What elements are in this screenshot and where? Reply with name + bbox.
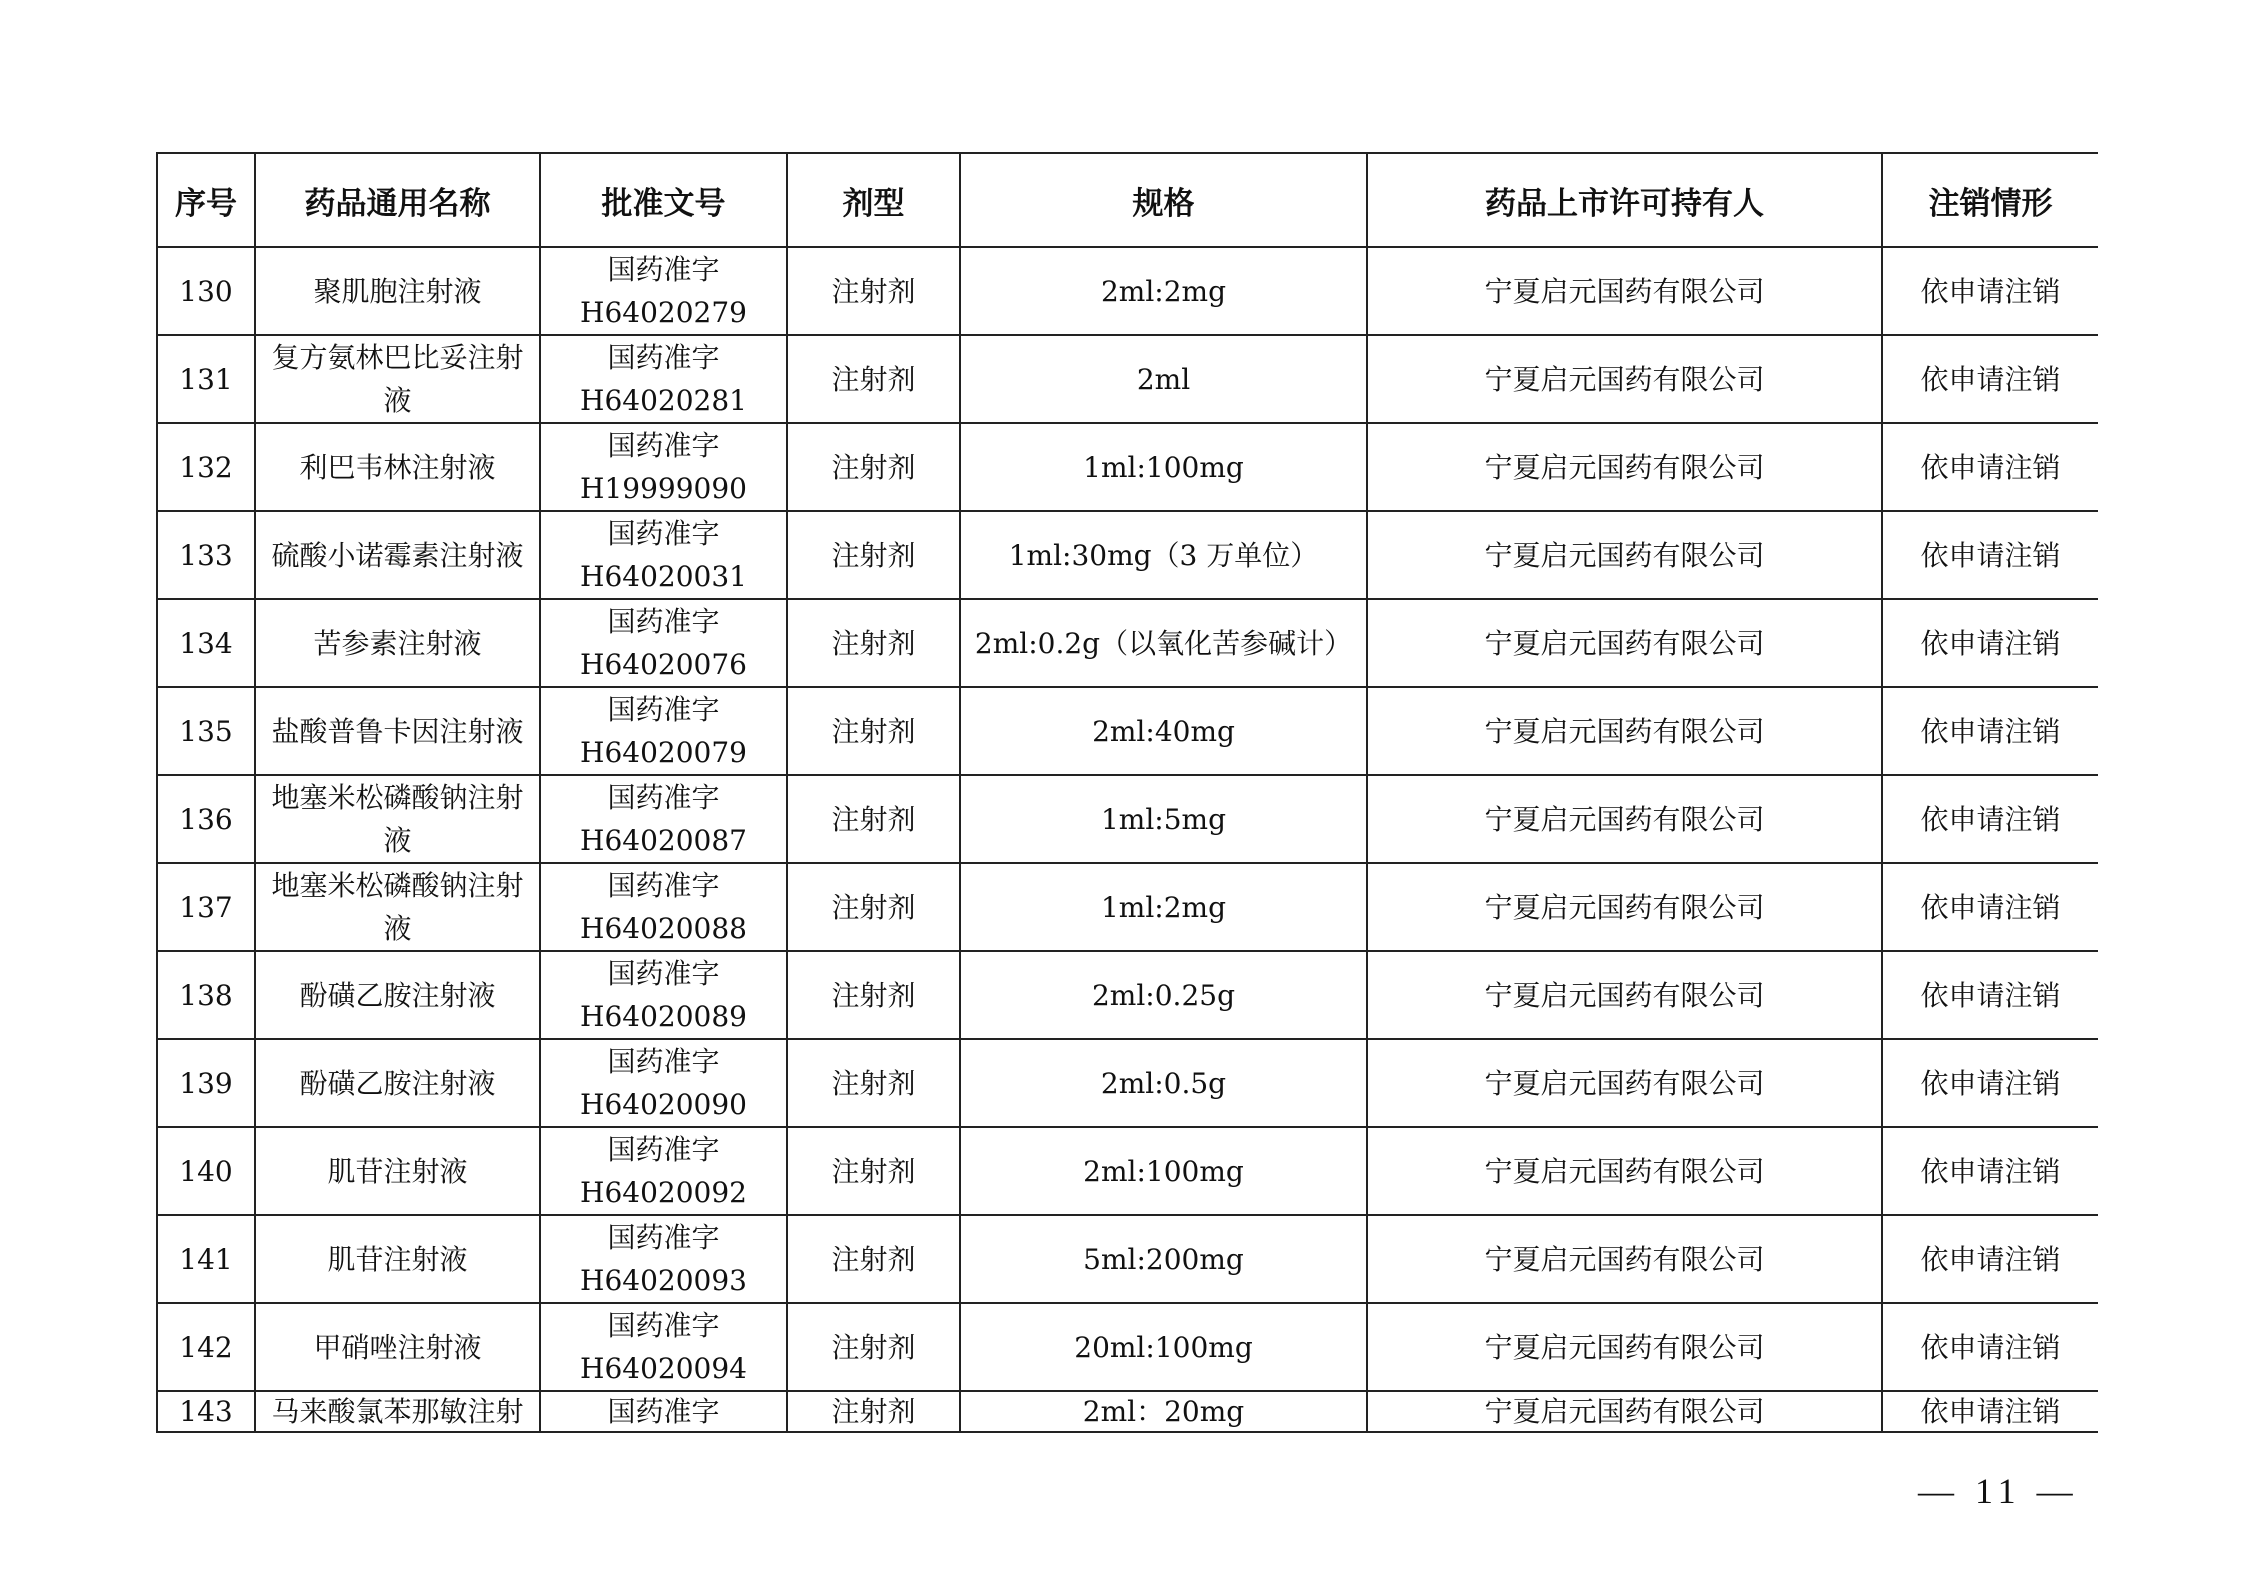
- drug-name-cell: 肌苷注射液: [255, 1215, 540, 1303]
- approval-code: H64020088: [580, 912, 747, 945]
- approval-number-cell: [540, 687, 787, 775]
- dosage-form-cell: 注射剂: [787, 247, 960, 335]
- dosage-form-cell: 注射剂: [787, 335, 960, 423]
- specification-cell: 5ml:200mg: [960, 1215, 1367, 1303]
- approval-prefix: 国药准字: [607, 517, 720, 550]
- table-row: [157, 687, 2098, 775]
- serial-cell: 136: [157, 775, 255, 863]
- drug-name-cell: 马来酸氯苯那敏注射: [255, 1391, 540, 1433]
- serial-cell: 134: [157, 599, 255, 687]
- drug-cancellation-table: [156, 152, 2098, 1433]
- specification-cell: 2ml:0.2g（以氧化苦参碱计）: [960, 599, 1367, 687]
- approval-number-cell: [540, 775, 787, 863]
- cancellation-status-cell: 依申请注销: [1882, 1127, 2098, 1215]
- cancellation-status-cell: 依申请注销: [1882, 511, 2098, 599]
- specification-cell: 1ml:100mg: [960, 423, 1367, 511]
- approval-code: H64020279: [580, 296, 747, 329]
- table-row: [157, 1391, 2098, 1433]
- cancellation-status-cell: 依申请注销: [1882, 775, 2098, 863]
- serial-cell: 131: [157, 335, 255, 423]
- dosage-form-cell: 注射剂: [787, 1303, 960, 1391]
- approval-prefix: 国药准字: [607, 781, 720, 814]
- page-number: — 11 —: [1918, 1471, 2079, 1511]
- drug-name-cell: 硫酸小诺霉素注射液: [255, 511, 540, 599]
- dosage-form-cell: 注射剂: [787, 1039, 960, 1127]
- license-holder-cell: 宁夏启元国药有限公司: [1367, 1215, 1882, 1303]
- cancellation-status-cell: 依申请注销: [1882, 423, 2098, 511]
- header-cell-license-holder: 药品上市许可持有人: [1367, 153, 1882, 247]
- approval-prefix: 国药准字: [607, 253, 720, 286]
- cancellation-status-cell: 依申请注销: [1882, 687, 2098, 775]
- dosage-form-cell: 注射剂: [787, 1215, 960, 1303]
- license-holder-cell: 宁夏启元国药有限公司: [1367, 951, 1882, 1039]
- cancellation-status-cell: 依申请注销: [1882, 1391, 2098, 1433]
- specification-cell: 2ml：20mg: [960, 1391, 1367, 1433]
- drug-name-cell: 酚磺乙胺注射液: [255, 1039, 540, 1127]
- approval-code: H64020079: [580, 736, 747, 769]
- cancellation-status-cell: 依申请注销: [1882, 951, 2098, 1039]
- approval-number-cell: [540, 335, 787, 423]
- license-holder-cell: 宁夏启元国药有限公司: [1367, 687, 1882, 775]
- approval-number-cell: [540, 423, 787, 511]
- specification-cell: 2ml:0.25g: [960, 951, 1367, 1039]
- table-row: [157, 1303, 2098, 1391]
- serial-cell: 132: [157, 423, 255, 511]
- serial-cell: 142: [157, 1303, 255, 1391]
- license-holder-cell: 宁夏启元国药有限公司: [1367, 1391, 1882, 1433]
- approval-code: H64020092: [580, 1176, 747, 1209]
- approval-number-cell: [540, 1127, 787, 1215]
- serial-cell: 137: [157, 863, 255, 951]
- approval-code: H19999090: [580, 472, 747, 505]
- dosage-form-cell: 注射剂: [787, 687, 960, 775]
- license-holder-cell: 宁夏启元国药有限公司: [1367, 1039, 1882, 1127]
- approval-number-cell: [540, 1215, 787, 1303]
- drug-name-cell: 复方氨林巴比妥注射液: [255, 335, 540, 423]
- dosage-form-cell: 注射剂: [787, 511, 960, 599]
- dosage-form-cell: 注射剂: [787, 863, 960, 951]
- license-holder-cell: 宁夏启元国药有限公司: [1367, 423, 1882, 511]
- table-row: [157, 775, 2098, 863]
- cancellation-status-cell: 依申请注销: [1882, 247, 2098, 335]
- specification-cell: 1ml:30mg（3 万单位）: [960, 511, 1367, 599]
- table-row: [157, 863, 2098, 951]
- table-header: [157, 153, 2098, 247]
- serial-cell: 140: [157, 1127, 255, 1215]
- approval-prefix: 国药准字: [607, 1133, 720, 1166]
- dosage-form-cell: 注射剂: [787, 1391, 960, 1433]
- specification-cell: 2ml: [960, 335, 1367, 423]
- specification-cell: 2ml:0.5g: [960, 1039, 1367, 1127]
- approval-number-cell: [540, 1391, 787, 1433]
- license-holder-cell: 宁夏启元国药有限公司: [1367, 1303, 1882, 1391]
- header-cell-approval-number: 批准文号: [540, 153, 787, 247]
- cancellation-status-cell: 依申请注销: [1882, 1303, 2098, 1391]
- approval-code: H64020089: [580, 1000, 747, 1033]
- approval-prefix: 国药准字: [607, 429, 720, 462]
- table-body: [157, 247, 2098, 1433]
- serial-cell: 143: [157, 1391, 255, 1433]
- approval-number-cell: [540, 951, 787, 1039]
- drug-name-cell: 苦参素注射液: [255, 599, 540, 687]
- table-row: [157, 423, 2098, 511]
- table-row: [157, 599, 2098, 687]
- approval-number-cell: [540, 599, 787, 687]
- dosage-form-cell: 注射剂: [787, 423, 960, 511]
- specification-cell: 1ml:5mg: [960, 775, 1367, 863]
- table-row: [157, 511, 2098, 599]
- drug-name-cell: 盐酸普鲁卡因注射液: [255, 687, 540, 775]
- specification-cell: 2ml:2mg: [960, 247, 1367, 335]
- drug-name-cell: 利巴韦林注射液: [255, 423, 540, 511]
- drug-name-cell: 地塞米松磷酸钠注射液: [255, 863, 540, 951]
- header-cell-dosage-form: 剂型: [787, 153, 960, 247]
- license-holder-cell: 宁夏启元国药有限公司: [1367, 1127, 1882, 1215]
- drug-name-cell: 地塞米松磷酸钠注射液: [255, 775, 540, 863]
- serial-cell: 135: [157, 687, 255, 775]
- dosage-form-cell: 注射剂: [787, 1127, 960, 1215]
- approval-prefix: 国药准字: [607, 341, 720, 374]
- approval-code: H64020281: [580, 384, 747, 417]
- header-cell-specification: 规格: [960, 153, 1367, 247]
- header-cell-cancellation-status: 注销情形: [1882, 153, 2098, 247]
- license-holder-cell: 宁夏启元国药有限公司: [1367, 247, 1882, 335]
- approval-code: H64020093: [580, 1264, 747, 1297]
- approval-prefix: 国药准字: [607, 1221, 720, 1254]
- dosage-form-cell: 注射剂: [787, 775, 960, 863]
- cancellation-status-cell: 依申请注销: [1882, 1039, 2098, 1127]
- approval-prefix: 国药准字: [607, 693, 720, 726]
- approval-prefix: 国药准字: [607, 957, 720, 990]
- serial-cell: 139: [157, 1039, 255, 1127]
- serial-cell: 133: [157, 511, 255, 599]
- approval-prefix: 国药准字: [607, 1045, 720, 1078]
- license-holder-cell: 宁夏启元国药有限公司: [1367, 511, 1882, 599]
- approval-number-cell: [540, 247, 787, 335]
- approval-code: H64020087: [580, 824, 747, 857]
- serial-cell: 138: [157, 951, 255, 1039]
- table-row: [157, 1215, 2098, 1303]
- drug-name-cell: 酚磺乙胺注射液: [255, 951, 540, 1039]
- header-row: [157, 153, 2098, 247]
- license-holder-cell: 宁夏启元国药有限公司: [1367, 599, 1882, 687]
- drug-name-cell: 聚肌胞注射液: [255, 247, 540, 335]
- approval-code: H64020076: [580, 648, 747, 681]
- license-holder-cell: 宁夏启元国药有限公司: [1367, 775, 1882, 863]
- approval-code: H64020094: [580, 1352, 747, 1385]
- dosage-form-cell: 注射剂: [787, 951, 960, 1039]
- license-holder-cell: 宁夏启元国药有限公司: [1367, 335, 1882, 423]
- approval-number-cell: [540, 863, 787, 951]
- approval-prefix: 国药准字: [607, 869, 720, 902]
- cancellation-status-cell: 依申请注销: [1882, 1215, 2098, 1303]
- cancellation-status-cell: 依申请注销: [1882, 863, 2098, 951]
- specification-cell: 20ml:100mg: [960, 1303, 1367, 1391]
- approval-number-cell: [540, 1303, 787, 1391]
- header-cell-drug-name: 药品通用名称: [255, 153, 540, 247]
- license-holder-cell: 宁夏启元国药有限公司: [1367, 863, 1882, 951]
- header-cell-serial: 序号: [157, 153, 255, 247]
- table-row: [157, 1039, 2098, 1127]
- drug-name-cell: 甲硝唑注射液: [255, 1303, 540, 1391]
- approval-number-cell: [540, 511, 787, 599]
- table-row: [157, 335, 2098, 423]
- cancellation-status-cell: 依申请注销: [1882, 335, 2098, 423]
- approval-code: H64020031: [580, 560, 747, 593]
- specification-cell: 2ml:100mg: [960, 1127, 1367, 1215]
- approval-number-cell: [540, 1039, 787, 1127]
- specification-cell: 2ml:40mg: [960, 687, 1367, 775]
- document-table-container: [156, 152, 2098, 1433]
- serial-cell: 130: [157, 247, 255, 335]
- cancellation-status-cell: 依申请注销: [1882, 599, 2098, 687]
- table-row: [157, 951, 2098, 1039]
- table-row: [157, 247, 2098, 335]
- approval-code: H64020090: [580, 1088, 747, 1121]
- specification-cell: 1ml:2mg: [960, 863, 1367, 951]
- approval-prefix: 国药准字: [607, 1309, 720, 1342]
- serial-cell: 141: [157, 1215, 255, 1303]
- dosage-form-cell: 注射剂: [787, 599, 960, 687]
- drug-name-cell: 肌苷注射液: [255, 1127, 540, 1215]
- table-row: [157, 1127, 2098, 1215]
- approval-prefix: 国药准字: [607, 605, 720, 638]
- approval-prefix: 国药准字: [607, 1395, 720, 1428]
